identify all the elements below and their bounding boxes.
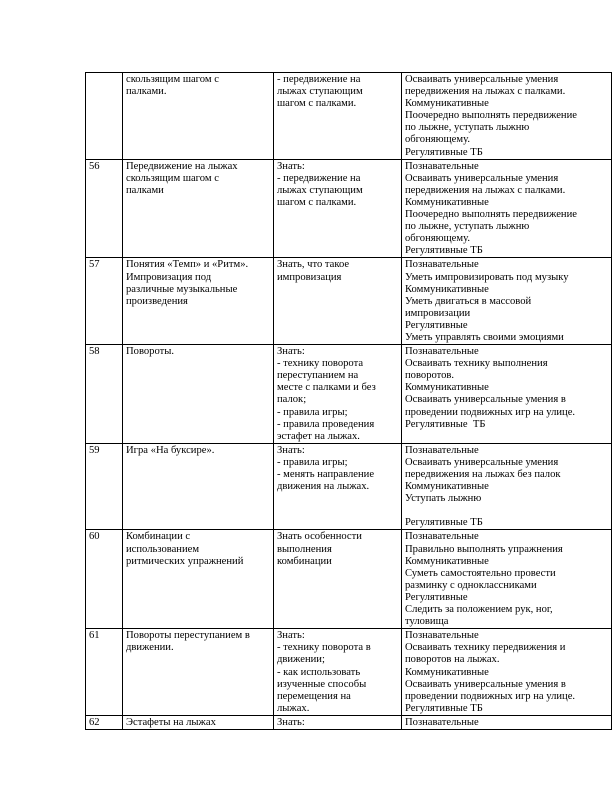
- cell-text-line: 57: [89, 259, 100, 271]
- lesson-topic-cell: [123, 715, 274, 729]
- lesson-topic-cell: [123, 530, 274, 629]
- lesson-number-cell: [86, 443, 123, 530]
- cell-text-line: Знать, что такое: [277, 259, 350, 271]
- skills-cell: [402, 629, 612, 716]
- cell-text-line: поворотов на лыжах.: [405, 654, 500, 666]
- table-row: [86, 258, 612, 345]
- cell-text-line: скользящим шагом с: [126, 172, 219, 184]
- cell-text-line: Поочередно выполнять передвижение: [405, 110, 577, 122]
- cell-text-line: комбинации: [277, 555, 332, 567]
- cell-text-line: [405, 505, 609, 517]
- cell-text-line: - как использовать: [277, 666, 361, 678]
- skills-cell: [402, 345, 612, 444]
- cell-text-line: различные музыкальные: [126, 283, 238, 295]
- skills-cell: [402, 73, 612, 160]
- cell-text-line: Познавательные: [405, 716, 479, 728]
- cell-text-line: обгоняющему.: [405, 233, 470, 245]
- cell-text-line: Коммуникативные: [405, 283, 489, 295]
- lesson-number-cell: [86, 715, 123, 729]
- table-row: [86, 159, 612, 258]
- cell-text-line: по лыжне, уступать лыжню: [405, 221, 530, 233]
- cell-text-line: Коммуникативные: [405, 555, 489, 567]
- cell-text-line: Познавательные: [405, 160, 479, 172]
- cell-text-line: Познавательные: [405, 259, 479, 271]
- lesson-topic-cell: [123, 629, 274, 716]
- cell-text-line: проведении подвижных игр на улице.: [405, 406, 576, 418]
- cell-text-line: передвижения на лыжах без палок: [405, 469, 561, 480]
- lesson-plan-table: [85, 72, 612, 730]
- cell-text-line: Игра «На буксире».: [126, 444, 215, 456]
- cell-text-line: - передвижение на: [277, 172, 361, 184]
- cell-text-line: Познавательные: [405, 531, 479, 543]
- cell-text-line: Регулятивные: [405, 319, 468, 331]
- cell-text-line: шагом с палками.: [277, 196, 357, 208]
- skills-cell: [402, 443, 612, 530]
- cell-text-line: Правильно выполнять упражнения: [405, 543, 563, 555]
- cell-text-line: Регулятивные ТБ: [405, 517, 483, 529]
- cell-text-line: - правила игры;: [277, 406, 348, 418]
- lesson-number-cell: [86, 159, 123, 258]
- cell-text-line: [89, 74, 120, 86]
- cell-text-line: 58: [89, 346, 100, 358]
- knowledge-cell: [274, 530, 402, 629]
- lesson-number-cell: [86, 73, 123, 160]
- table-row: [86, 715, 612, 729]
- skills-cell: [402, 258, 612, 345]
- cell-text-line: Импровизация под: [126, 271, 212, 283]
- cell-text-line: Уступать лыжню: [405, 493, 482, 505]
- lesson-topic-cell: [123, 73, 274, 160]
- cell-text-line: Знать особенности: [277, 531, 362, 543]
- cell-text-line: движении;: [277, 654, 325, 666]
- lesson-topic-cell: [123, 258, 274, 345]
- cell-text-line: Познавательные: [405, 346, 479, 358]
- cell-text-line: 62: [89, 716, 100, 728]
- lesson-plan-table-body: [86, 73, 612, 730]
- cell-text-line: 60: [89, 531, 100, 543]
- cell-text-line: Осваивать универсальные умения: [405, 74, 559, 85]
- cell-text-line: Коммуникативные: [405, 382, 489, 394]
- lesson-number-cell: [86, 629, 123, 716]
- knowledge-cell: [274, 345, 402, 444]
- cell-text-line: Регулятивные ТБ: [405, 702, 483, 714]
- cell-text-line: Осваивать универсальные умения в: [405, 678, 566, 690]
- cell-text-line: Познавательные: [405, 630, 479, 642]
- cell-text-line: Регулятивные ТБ: [405, 146, 483, 158]
- cell-text-line: туловища: [405, 616, 449, 628]
- cell-text-line: Поочередно выполнять передвижение: [405, 209, 577, 221]
- cell-text-line: движении.: [126, 642, 174, 654]
- cell-text-line: Уметь импровизировать под музыку: [405, 271, 569, 283]
- skills-cell: [402, 530, 612, 629]
- cell-text-line: палок;: [277, 394, 307, 406]
- cell-text-line: использованием: [126, 543, 200, 555]
- table-row: [86, 73, 612, 160]
- cell-text-line: импровизация: [277, 271, 342, 283]
- cell-text-line: Регулятивные: [405, 591, 468, 603]
- cell-text-line: палками.: [126, 86, 167, 98]
- cell-text-line: проведении подвижных игр на улице.: [405, 690, 576, 702]
- lesson-number-cell: [86, 530, 123, 629]
- cell-text-line: Следить за положением рук, ног,: [405, 604, 553, 616]
- table-row: [86, 530, 612, 629]
- cell-text-line: месте с палками и без: [277, 382, 376, 394]
- cell-text-line: лыжах ступающим: [277, 184, 363, 196]
- table-row: [86, 629, 612, 716]
- cell-text-line: Регулятивные ТБ: [405, 418, 486, 430]
- knowledge-cell: [274, 258, 402, 345]
- cell-text-line: обгоняющему.: [405, 134, 470, 146]
- cell-text-line: Осваивать универсальные умения: [405, 456, 559, 468]
- cell-text-line: поворотов.: [405, 370, 455, 382]
- cell-text-line: Коммуникативные: [405, 666, 489, 678]
- cell-text-line: - менять направление: [277, 469, 375, 480]
- cell-text-line: 56: [89, 160, 100, 172]
- cell-text-line: - технику поворота в: [277, 642, 371, 654]
- cell-text-line: Эстафеты на лыжах: [126, 716, 216, 728]
- cell-text-line: по лыжне, уступать лыжню: [405, 122, 530, 134]
- cell-text-line: Коммуникативные: [405, 196, 489, 208]
- cell-text-line: передвижения на лыжах с палками.: [405, 86, 566, 98]
- cell-text-line: Осваивать технику выполнения: [405, 358, 548, 370]
- cell-text-line: Познавательные: [405, 444, 479, 456]
- lesson-number-cell: [86, 258, 123, 345]
- cell-text-line: Повороты переступанием в: [126, 630, 250, 642]
- lesson-topic-cell: [123, 443, 274, 530]
- cell-text-line: Знать:: [277, 346, 305, 358]
- skills-cell: [402, 715, 612, 729]
- cell-text-line: импровизации: [405, 307, 471, 319]
- cell-text-line: Знать:: [277, 630, 305, 642]
- knowledge-cell: [274, 443, 402, 530]
- cell-text-line: разминку с одноклассниками: [405, 579, 537, 591]
- skills-cell: [402, 159, 612, 258]
- lesson-topic-cell: [123, 345, 274, 444]
- cell-text-line: Регулятивные ТБ: [405, 245, 483, 257]
- cell-text-line: изученные способы: [277, 678, 367, 690]
- table-row: [86, 345, 612, 444]
- cell-text-line: Осваивать технику передвижения и: [405, 642, 566, 654]
- cell-text-line: переступанием на: [277, 370, 359, 382]
- cell-text-line: Повороты.: [126, 346, 175, 358]
- cell-text-line: 61: [89, 630, 100, 642]
- cell-text-line: передвижения на лыжах с палками.: [405, 184, 566, 196]
- cell-text-line: перемещения на: [277, 690, 351, 702]
- cell-text-line: Коммуникативные: [405, 481, 489, 493]
- knowledge-cell: [274, 73, 402, 160]
- cell-text-line: Понятия «Темп» и «Ритм».: [126, 259, 249, 271]
- cell-text-line: ритмических упражнений: [126, 555, 244, 567]
- cell-text-line: движения на лыжах.: [277, 481, 370, 493]
- lesson-topic-cell: [123, 159, 274, 258]
- cell-text-line: Уметь двигаться в массовой: [405, 295, 532, 307]
- cell-text-line: Коммуникативные: [405, 98, 489, 110]
- table-row: [86, 443, 612, 530]
- cell-text-line: Знать:: [277, 444, 305, 456]
- cell-text-line: лыжах.: [277, 702, 310, 714]
- cell-text-line: - правила проведения: [277, 418, 375, 430]
- cell-text-line: - правила игры;: [277, 456, 348, 468]
- cell-text-line: скользящим шагом с: [126, 74, 219, 85]
- cell-text-line: Осваивать универсальные умения: [405, 172, 559, 184]
- knowledge-cell: [274, 715, 402, 729]
- knowledge-cell: [274, 159, 402, 258]
- cell-text-line: - передвижение на: [277, 74, 361, 85]
- cell-text-line: Знать:: [277, 716, 305, 728]
- lesson-number-cell: [86, 345, 123, 444]
- cell-text-line: шагом с палками.: [277, 98, 357, 110]
- cell-text-line: эстафет на лыжах.: [277, 430, 360, 442]
- cell-text-line: Комбинации с: [126, 531, 191, 543]
- knowledge-cell: [274, 629, 402, 716]
- cell-text-line: Знать:: [277, 160, 305, 172]
- cell-text-line: выполнения: [277, 543, 332, 555]
- cell-text-line: Суметь самостоятельно провести: [405, 567, 556, 579]
- cell-text-line: - технику поворота: [277, 358, 364, 370]
- cell-text-line: палками: [126, 184, 164, 196]
- cell-text-line: лыжах ступающим: [277, 86, 363, 98]
- cell-text-line: Осваивать универсальные умения в: [405, 394, 566, 406]
- cell-text-line: 59: [89, 444, 100, 456]
- cell-text-line: Передвижение на лыжах: [126, 160, 238, 172]
- cell-text-line: произведения: [126, 295, 188, 307]
- cell-text-line: Уметь управлять своими эмоциями: [405, 331, 564, 343]
